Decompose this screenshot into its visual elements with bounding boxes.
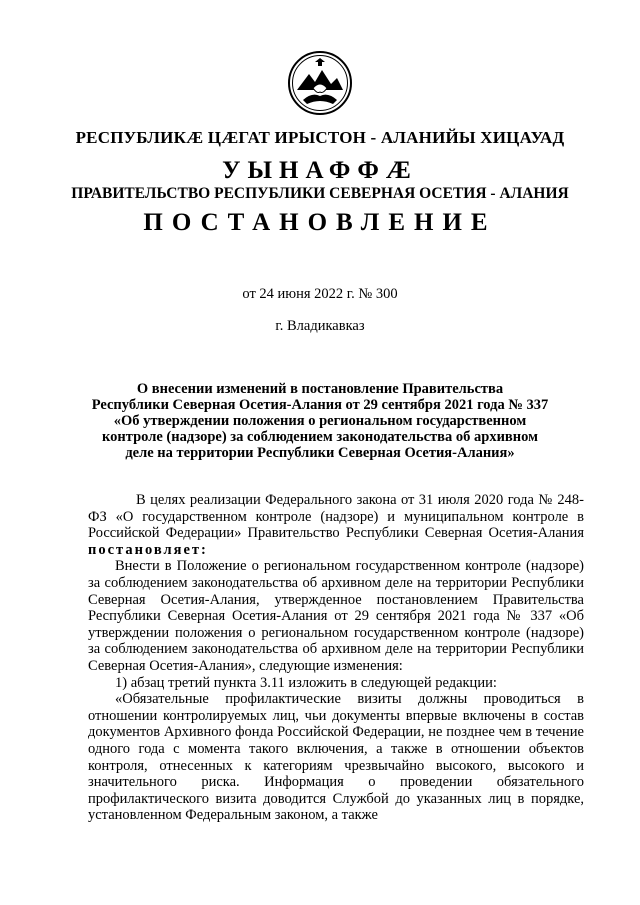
header-ossetian: РЕСПУБЛИКÆ ЦÆГАТ ИРЫСТОН - АЛАНИЙЫ ХИЦАУАД — [75, 128, 565, 147]
body-paragraph: «Обязательные профилактические визиты должны проводиться в отношении контролируемых лиц, чьи документы впервые включены в состав документов Архивного фонда Российской Федерации, не позднее чем в течение одного года с момента такого включения, а также в отношении объектов контроля, отнесенных к категориям чрезвычайно высокого, высокого и значительного риска. Информация о проведении обязательного профилактического визита доводится Службой до указанных лиц в порядке, установленном Федеральным законом, а также — [88, 691, 584, 824]
decree-title-line: Республики Северная Осетия-Алания от 29 сентября 2021 года № 337 — [91, 397, 549, 413]
coat-of-arms-emblem — [287, 50, 353, 116]
header-decree: ПОСТАНОВЛЕНИЕ — [143, 209, 497, 236]
decree-title-line: деле на территории Республики Северная Осетия-Алания» — [125, 445, 515, 461]
body-paragraph: Внести в Положение о региональном государственном контроле (надзоре) за соблюдением законодательства об архивном деле на территории Республики Северная Осетия-Алания, утвержденное постановлением Правительства Республики Северная Осетия-Алания от 29 сентября 2021 года № 337 «Об утверждении положения о региональном государственном контроле (надзоре) за соблюдением законодательства об архивном деле на территории Республики Северная Осетия-Алания», следующие изменения: — [88, 558, 584, 674]
decree-date-number: от 24 июня 2022 г. № 300 — [242, 286, 398, 302]
body-paragraph: 1) абзац третий пункта 3.11 изложить в следующей редакции: — [115, 674, 497, 691]
decree-body — [88, 492, 584, 824]
decree-title — [88, 381, 552, 461]
header-ossetian-decree: УЫНАФФÆ — [222, 157, 418, 184]
decree-city: г. Владикавказ — [275, 318, 365, 334]
decree-title-line: контроле (надзоре) за соблюдением законодательства об архивном — [102, 429, 538, 445]
resolution-keyword: постановляет: — [88, 541, 208, 558]
header-government: ПРАВИТЕЛЬСТВО РЕСПУБЛИКИ СЕВЕРНАЯ ОСЕТИЯ - АЛАНИЯ — [71, 185, 569, 202]
decree-title-line: «Об утверждении положения о региональном государственном — [113, 413, 527, 429]
decree-title-line: О внесении изменений в постановление Правительства — [136, 381, 504, 397]
body-paragraph — [88, 492, 584, 558]
body-paragraph-text: В целях реализации Федерального закона от 31 июля 2020 года № 248-ФЗ «О государственном контроле (надзоре) и муниципальном контроле в Российской Федерации» Правительство Республики Северная Осетия-Алания — [88, 492, 584, 542]
